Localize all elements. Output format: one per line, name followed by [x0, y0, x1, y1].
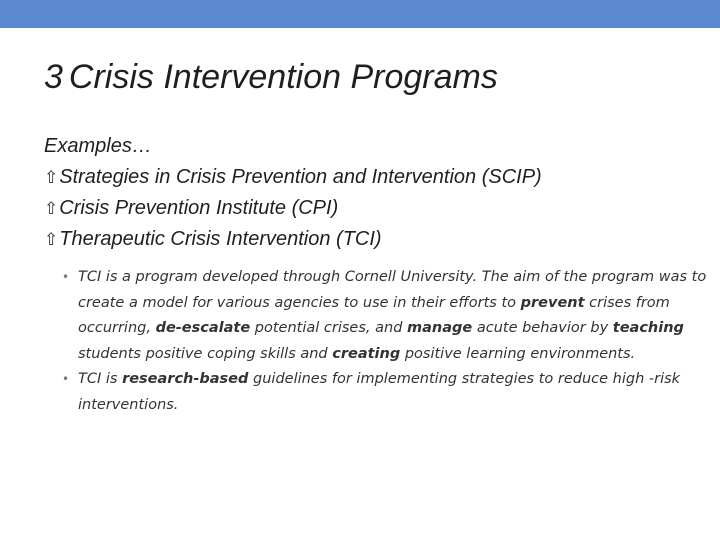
- tci-detail-item: [62, 367, 712, 418]
- tci-text: TCI is a program developed through Cornell University. The aim of the program was to create a model for various agencies to use in their efforts to: [78, 269, 707, 311]
- arrow-up-icon: ⇧: [44, 230, 59, 249]
- slide-title: [44, 58, 498, 97]
- tci-text: acute behavior by: [472, 320, 613, 336]
- tci-details-list: [44, 265, 712, 418]
- program-label: Therapeutic Crisis Intervention (TCI): [59, 228, 382, 250]
- slide-body: [44, 131, 707, 418]
- tci-keyword: manage: [407, 320, 473, 336]
- arrow-up-icon: ⇧: [44, 168, 59, 187]
- tci-keyword: research-based: [122, 371, 249, 387]
- bullet-icon: •: [62, 372, 70, 386]
- program-item: [44, 162, 694, 193]
- tci-text: crises from occurring,: [78, 294, 670, 336]
- bullet-icon: •: [62, 270, 70, 284]
- tci-keyword: creating: [332, 345, 401, 362]
- arrow-up-icon: ⇧: [44, 199, 59, 218]
- tci-text: guidelines for implementing strategies to reduce high -risk interventions.: [78, 371, 681, 413]
- program-label: Crisis Prevention Institute (CPI): [59, 197, 339, 219]
- program-item: [44, 193, 694, 224]
- slide-title-text: Crisis Intervention Programs: [68, 58, 498, 96]
- scroll-glyph-icon: 3: [44, 58, 63, 96]
- tci-keyword: prevent: [520, 294, 585, 311]
- program-label: Strategies in Crisis Prevention and Intervention (SCIP): [59, 166, 542, 188]
- tci-text: students positive coping skills and: [78, 345, 333, 362]
- tci-text: potential crises, and: [250, 320, 408, 336]
- tci-text: positive learning environments.: [400, 345, 636, 362]
- header-accent-bar: [0, 0, 720, 28]
- tci-detail-item: [62, 265, 712, 367]
- examples-heading: Examples…: [44, 135, 152, 157]
- program-item: [44, 224, 694, 255]
- tci-keyword: de-escalate: [155, 320, 251, 336]
- tci-keyword: teaching: [612, 320, 684, 336]
- tci-text: TCI is: [78, 371, 123, 387]
